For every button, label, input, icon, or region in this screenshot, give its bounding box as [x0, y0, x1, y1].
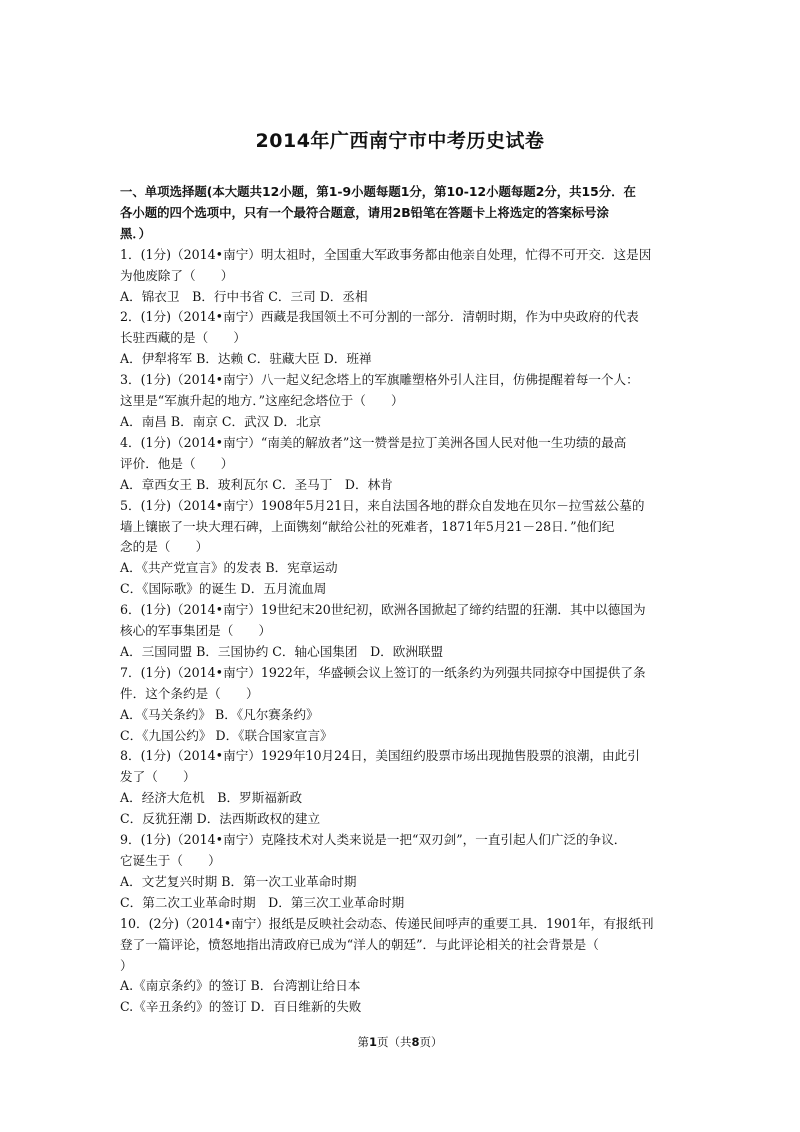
question-3: [120, 370, 682, 433]
question-line: 件．这个条约是（ ）: [120, 685, 259, 701]
page-footer: [0, 1034, 800, 1050]
question-line: 登了一篇评论，愤怒地指出清政府已成为“洋人的朝廷”．与此评论相关的社会背景是（: [120, 936, 599, 952]
question-line: 念的是（ ）: [120, 539, 209, 555]
question-4: [120, 433, 682, 496]
answer-options: A．南昌 B．南京 C．武汉 D．北京: [120, 413, 322, 429]
section-instruction-line: 黑．）: [120, 225, 151, 241]
question-7: [120, 663, 682, 747]
question-line: 4．(1分)（2014•南宁）“南美的解放者”这一赞誉是拉丁美洲各国人民对他一生功绩的最高: [120, 434, 627, 450]
footer-middle: 页（共: [377, 1035, 412, 1049]
question-line: 为他废除了（ ）: [120, 267, 234, 283]
question-9: [120, 830, 682, 914]
answer-options: A．三国同盟 B．三国协约 C．轴心国集团 D．欧洲联盟: [120, 643, 444, 659]
question-2: [120, 307, 682, 370]
answer-options: A．章西女王 B．玻利瓦尔 C．圣马丁 D．林肯: [120, 476, 393, 492]
question-line: 评价．他是（ ）: [120, 455, 234, 471]
answer-options: A．《马关条约》 B．《凡尔赛条约》: [120, 706, 319, 722]
section-instruction-line: 一、单项选择题(本大题共12小题，第1-9小题每题1分，第10-12小题每题2分，共15分．在: [120, 184, 636, 199]
current-page-number: 1: [368, 1035, 377, 1049]
answer-options: C．第二次工业革命时期 D．第三次工业革命时期: [120, 894, 405, 910]
question-line: 这里是“军旗升起的地方．”这座纪念塔位于（ ）: [120, 393, 404, 409]
answer-options: C．反犹狂潮 D．法西斯政权的建立: [120, 811, 321, 827]
question-line: 8．(1分)（2014•南宁）1929年10月24日，美国纽约股票市场出现抛售股票的浪潮，由此引: [120, 748, 640, 764]
question-line: 发了（ ）: [120, 769, 196, 785]
footer-suffix: 页）: [419, 1035, 443, 1049]
question-line: 2．(1分)（2014•南宁）西藏是我国领土不可分割的一部分．清朝时期，作为中央政府的代表: [120, 309, 639, 325]
question-5: [120, 496, 682, 601]
page-title: 2014年广西南宁市中考历史试卷: [255, 130, 545, 152]
question-line: 7．(1分)（2014•南宁）1922年，华盛顿会议上签订的一纸条约为列强共同掠夺中国提供了条: [120, 664, 646, 680]
answer-options: A．文艺复兴时期 B．第一次工业革命时期: [120, 873, 357, 889]
question-line: 9．(1分)（2014•南宁）克隆技术对人类来说是一把“双刃剑”，一直引起人们广泛的争议．: [120, 832, 627, 848]
answer-options: C.《辛丑条约》的签订 D．百日维新的失败: [120, 999, 362, 1015]
question-line: 3．(1分)（2014•南宁）八一起义纪念塔上的军旗雕塑格外引人注目，仿佛提醒着每一个人：: [120, 372, 639, 388]
question-6: [120, 600, 682, 663]
exam-content: [120, 182, 682, 1018]
answer-options: A．经济大危机 B．罗斯福新政: [120, 790, 303, 806]
question-1: [120, 245, 682, 308]
question-line: 它诞生于（ ）: [120, 853, 221, 868]
answer-options: C．《国际歌》的诞生 D．五月流血周: [120, 581, 327, 597]
answer-options: A．《共产党宣言》的发表 B．宪章运动: [120, 560, 338, 576]
question-line: 核心的军事集团是（ ）: [120, 623, 272, 639]
total-page-count: 8: [411, 1035, 420, 1049]
question-10: [120, 914, 682, 1019]
answer-options: C．《九国公约》 D．《联合国家宣言》: [120, 727, 333, 743]
question-line: 墙上镶嵌了一块大理石碑，上面镌刻“献给公社的死难者，1871年5月21－28日．”他们纪: [120, 518, 615, 534]
question-line: 长驻西藏的是（ ）: [120, 330, 246, 346]
answer-options: A．锦衣卫 B．行中书省 C．三司 D．丞相: [120, 288, 368, 304]
section-instructions: [120, 182, 682, 245]
question-8: [120, 746, 682, 830]
footer-prefix: 第: [357, 1035, 369, 1049]
answer-options: A.《南京条约》的签订 B．台湾割让给日本: [120, 978, 361, 994]
question-line: 10．(2分)（2014•南宁）报纸是反映社会动态、传递民间呼声的重要工具．1901年，有报纸刊: [120, 915, 654, 931]
question-line: 1．(1分)（2014•南宁）明太祖时，全国重大军政事务都由他亲自处理，忙得不可开交．这是因: [120, 246, 652, 262]
question-line: 5．(1分)（2014•南宁）1908年5月21日，来自法国各地的群众自发地在贝尔－拉雪兹公墓的: [120, 497, 645, 513]
question-line: ）: [120, 957, 133, 973]
question-line: 6．(1分)（2014•南宁）19世纪末20世纪初，欧洲各国掀起了缔约结盟的狂潮．其中以德国为: [120, 602, 646, 618]
section-instruction-line: 各小题的四个选项中，只有一个最符合题意，请用2B铅笔在答题卡上将选定的答案标号涂: [120, 204, 609, 220]
answer-options: A．伊犁将军 B．达赖 C．驻藏大臣 D．班禅: [120, 351, 372, 367]
